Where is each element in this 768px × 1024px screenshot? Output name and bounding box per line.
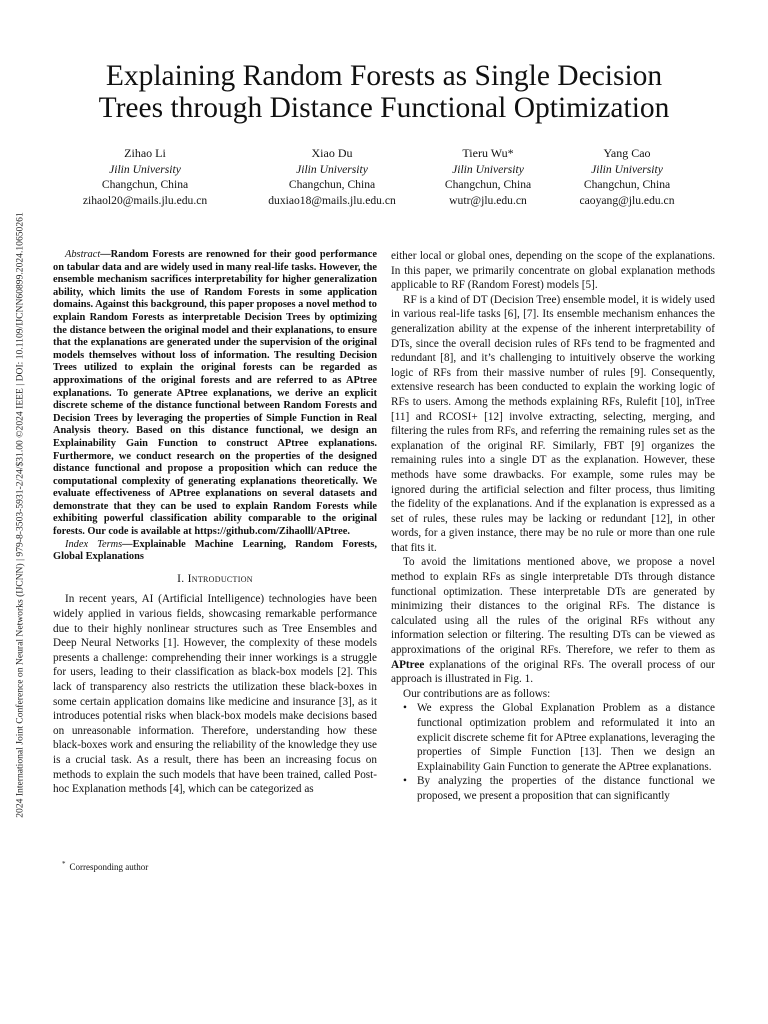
footnote-mark: * <box>62 860 66 868</box>
title-line-2: Trees through Distance Functional Optimization <box>98 92 670 124</box>
abstract-paragraph <box>53 249 377 539</box>
author-email[interactable]: wutr@jlu.edu.cn <box>449 193 527 207</box>
bullet-icon: • <box>403 702 407 715</box>
author-2 <box>242 146 422 208</box>
author-affiliation: Jilin University <box>296 162 368 176</box>
paper-title <box>40 60 728 124</box>
section-heading-introduction <box>53 572 377 587</box>
left-column <box>53 249 377 797</box>
author-location: Changchun, China <box>101 178 189 191</box>
index-terms-label: Index Terms <box>65 538 123 550</box>
section-title: Introduction <box>187 572 253 585</box>
author-block <box>0 146 768 210</box>
author-1 <box>55 146 235 208</box>
footnote <box>62 860 148 872</box>
body-paragraph-3-part-b: explanations of the original RFs. The overall process of our approach is illustrated in Fig. 1. <box>391 658 715 686</box>
list-item <box>403 701 715 774</box>
contributions-list <box>391 701 715 803</box>
conference-sidebar <box>12 210 28 820</box>
body-paragraph-1: either local or global ones, depending on the scope of the explanations. In this paper, we primarily concentrate on global explanation methods applicable to RF (Random Forest) models [5]. <box>391 250 715 292</box>
author-name: Tieru Wu* <box>462 146 514 160</box>
bullet-icon: • <box>403 775 407 788</box>
author-email[interactable]: duxiao18@mails.jlu.edu.cn <box>268 193 396 207</box>
footnote-text: Corresponding author <box>69 862 149 872</box>
author-4 <box>537 146 717 208</box>
author-affiliation: Jilin University <box>109 162 181 176</box>
author-location: Changchun, China <box>444 178 532 191</box>
intro-paragraph: In recent years, AI (Artificial Intelligence) technologies have been widely applied in various fields, showcasing remarkable performance due to their highly nonlinear structures such as Tree Ensembles and Deep Neural Networks [1]. However, the complexity of these models presents a challenge: comprehending their inner workings is a struggle for users, leading to their classification as black-box models [2]. This lack of transparency also restricts the utilization these black-boxes in some certain application domains like medicine and insurance [3], as it introduces potential risks when black-box models make decisions based on unreasonable information. Therefore, understanding how these black-boxes work and ensuring the reliability of the knowledge they use is a crucial task. As a result, there has been an increasing focus on methods to explain the such models that have been trained, called Post-hoc Explanation methods [4], which can be categorized as <box>53 593 377 796</box>
index-terms-text: —Explainable Machine Learning, Random Forests, Global Explanations <box>53 538 378 563</box>
sidebar-citation-text: 2024 International Joint Conference on Neural Networks (IJCNN) | 979-8-3503-5931-2/24/$31.00 ©2024 IEEE | DOI: 10.1109/IJCNN60899.2024.10650261 <box>14 212 26 818</box>
title-line-1: Explaining Random Forests as Single Decision <box>105 60 663 92</box>
author-location: Changchun, China <box>288 178 376 191</box>
index-terms-paragraph <box>53 539 377 564</box>
abstract-text: —Random Forests are renowned for their good performance on tabular data and are widely used in many real-life tasks. However, the ensemble mechanism sacrifices interpretability for higher generalization ability, which limits the use of Random Forests in some application domains. Against this background, this paper proposes a novel method to explain Random Forests as interpretable Decision Trees by optimizing the distance between the original model and their explanations, to ensure that the explanations are generated under the supervision of the original models themselves without loss of information. The resulting Decision Trees utilized to explain the original forests can be regarded as approximations of the original forests and are referred to as APtree explanations. To generate APtree explanations, we derive an explicit discrete scheme of the distance functional between Random Forests and Decision Trees by leveraging the properties of Simple Function in Real Analysis theory. Based on this distance functional, we design an Explainability Gain Function to construct APtree explanations. Furthermore, we conduct research on the properties of the designed distance functional and propose a proposition which can reduce the computational complexity of generating explanations theoretically. We evaluate effectiveness of APtree explanations on several datasets and demonstrate that they can be used to explain Random Forests while exhibiting powerful classification ability comparable to the original forests. Our code is available at https://github.com/Zihaolll/APtree. <box>53 249 377 538</box>
body-paragraph-3-part-a: To avoid the limitations mentioned above, we propose a novel method to explain RFs as single interpretable DTs through distance functional optimization. These interpretable DTs are generated by minimizing their distances to the original RFs. The distance is calculated using all the rules of the original RFs without any information selection or filtering. The resulting DTs can be viewed as approximations of the original RFs. Therefore, we refer to them as <box>391 556 715 657</box>
list-item <box>403 774 715 803</box>
contribution-text: We express the Global Explanation Problem as a distance functional optimization problem and reformulated it into an explicit discrete scheme fit for APtree explanations, leveraging the properties of Simple Function [13]. Then we design an Explainability Gain Function to generate the APtree explanations. <box>417 702 715 773</box>
section-numeral: I. <box>177 572 185 585</box>
author-location: Changchun, China <box>583 178 671 191</box>
abstract-label: Abstract <box>65 249 101 260</box>
author-affiliation: Jilin University <box>452 162 524 176</box>
author-name: Zihao Li <box>124 146 166 160</box>
author-affiliation: Jilin University <box>591 162 663 176</box>
right-column <box>391 249 715 804</box>
contributions-intro: Our contributions are as follows: <box>403 687 551 700</box>
contribution-text: By analyzing the properties of the distance functional we proposed, we present a proposition that can significantly <box>417 775 715 802</box>
aptree-term: APtree <box>391 658 425 671</box>
body-paragraph-2: RF is a kind of DT (Decision Tree) ensemble model, it is widely used in various real-life tasks [6], [7]. Its ensemble mechanism enhances the generalization ability at the expense of the inherent interpretability of DTs, since the overall decision rules of RFs tend to be fragmented and redundant [8], and it’s challenging to intuitively observe the working logic of RFs from their massive number of rules [9]. Consequently, extensive research has been conducted to explain the working logic of RFs to users. Among the methods explaining RFs, Rulefit [10], inTree [11] and RCOSI+ [12] involve extracting, selecting, merging, and filtering the rules from RFs, and referring the remaining rules set as the explanation of the original RF. Similarly, FBT [9] organizes the remaining rules into a single DT as the explanation. However, these methods have some drawbacks. For example, some rules may be ignored during the artificial selection and filter process, thus limiting the fidelity of the explanations. And if the explanation is expressed as a set of rules, these rules may be lacking or redundant [12], in other words, for a given instance, there may be no rule or more than one rule that fits it. <box>391 293 715 554</box>
author-name: Xiao Du <box>311 146 353 160</box>
author-email[interactable]: caoyang@jlu.edu.cn <box>579 193 675 207</box>
author-name: Yang Cao <box>603 146 651 160</box>
author-email[interactable]: zihaol20@mails.jlu.edu.cn <box>82 193 208 207</box>
body-paragraph-3 <box>391 555 715 686</box>
